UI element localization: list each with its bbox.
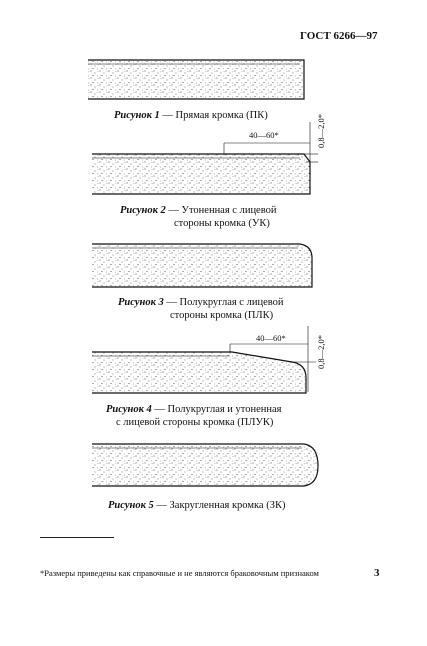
dimension-fig2-vertical: 0,8—2,0* — [316, 114, 326, 148]
figure-3-profile — [92, 244, 312, 287]
figure-5-text: Закругленная кромка (ЗК) — [169, 500, 286, 511]
figure-3-text-line2: стороны кромка (ПЛК) — [170, 310, 274, 321]
figure-1-label: Рисунок 1 — [114, 110, 160, 121]
footnote: *Размеры приведены как справочные и не являются браковочным признаком — [40, 568, 319, 578]
figure-4-text-line2: с лицевой стороны кромка (ПЛУК) — [116, 417, 274, 428]
figure-1-profile — [88, 60, 304, 99]
page-number: 3 — [374, 567, 380, 579]
figure-1-caption: Рисунок 1 — Прямая кромка (ПК) — [114, 110, 268, 121]
figure-2-profile — [92, 122, 318, 194]
figure-2-label: Рисунок 2 — [120, 205, 166, 216]
figure-3-caption: Рисунок 3 — Полукруглая с лицевой стороны кромка (ПЛК) — [118, 297, 284, 321]
figure-4-text: Полукруглая и утоненная — [167, 404, 282, 415]
dimension-fig4-vertical: 0,8—2,0* — [316, 335, 326, 369]
figure-2-text: Утоненная с лицевой — [181, 205, 277, 216]
figure-5-label: Рисунок 5 — [108, 500, 154, 511]
figure-2-text-line2: стороны кромка (УК) — [174, 218, 270, 229]
figure-5-caption: Рисунок 5 — Закругленная кромка (ЗК) — [108, 500, 286, 511]
figure-3-text: Полукруглая с лицевой — [179, 297, 284, 308]
dimension-fig4-horizontal: 40—60* — [256, 333, 286, 343]
footnote-divider — [40, 537, 114, 538]
figure-1-text: Прямая кромка (ПК) — [175, 110, 268, 121]
figure-5-profile — [92, 444, 318, 486]
figure-4-label: Рисунок 4 — [106, 404, 152, 415]
figure-4-caption: Рисунок 4 — Полукруглая и утоненная с лицевой стороны кромка (ПЛУК) — [106, 404, 282, 428]
document-code: ГОСТ 6266—97 — [300, 30, 378, 42]
figure-2-caption: Рисунок 2 — Утоненная с лицевой стороны кромка (УК) — [120, 205, 277, 229]
dimension-fig2-horizontal: 40—60* — [249, 130, 279, 140]
figure-3-label: Рисунок 3 — [118, 297, 164, 308]
